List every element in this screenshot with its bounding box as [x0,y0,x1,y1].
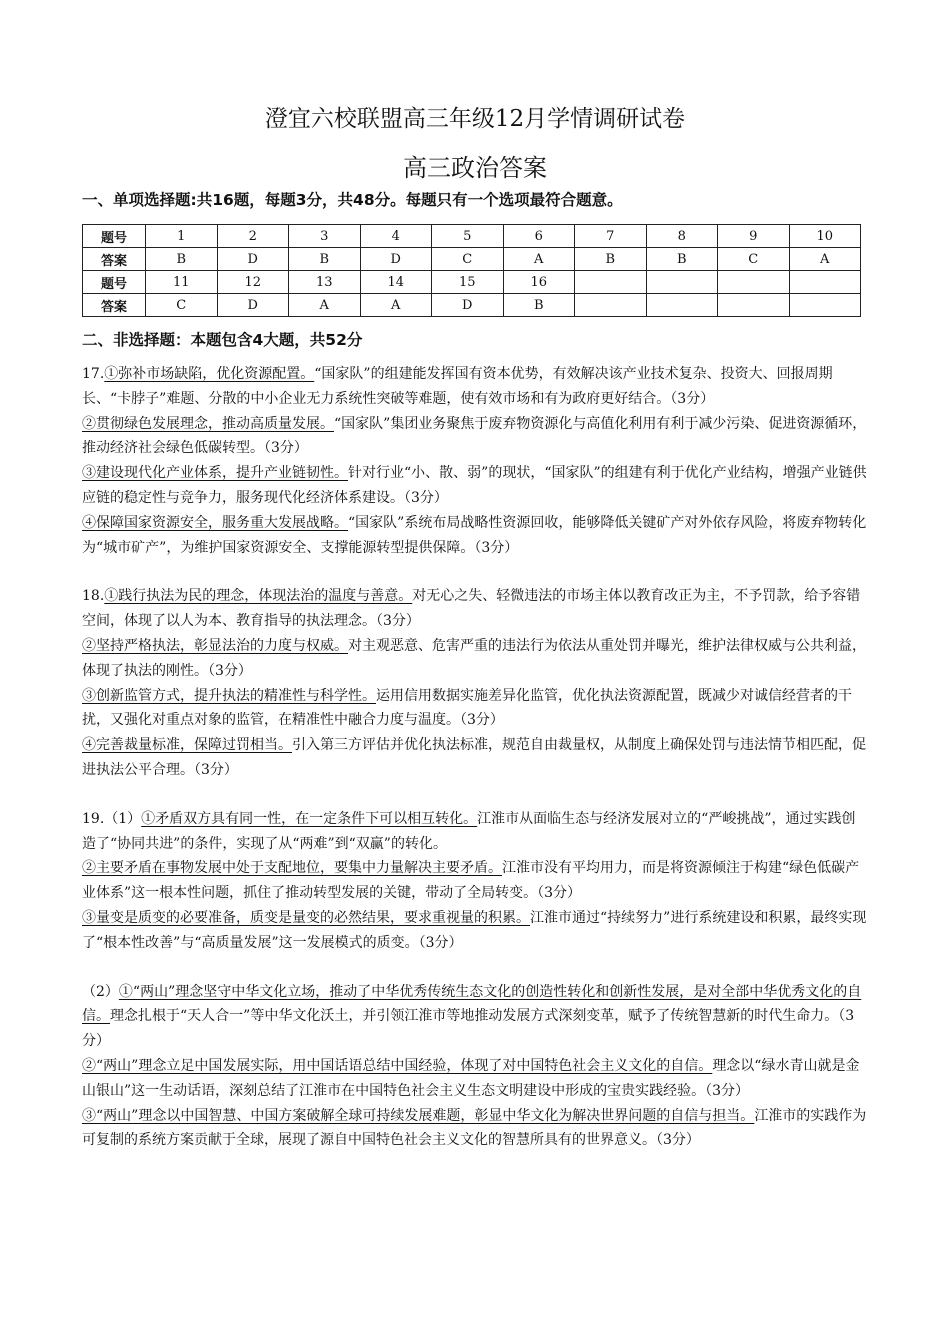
key-point: ①践行执法为民的理念，体现法治的温度与善意。 [104,588,413,605]
answer-point [82,733,867,783]
table-cell [646,271,718,294]
answer-point [82,1104,867,1154]
table-cell: 4 [360,225,432,248]
key-point: ①“两山”理念坚守中华文化立场，推动了中华优秀传统生态文化的创造性转化和创新性发展，是对全部中华优秀文化的自信。 [82,983,862,1025]
table-cell: 5 [432,225,504,248]
table-row [83,248,861,271]
answer-point [82,511,867,561]
table-cell: 2 [217,225,289,248]
answer-point [82,856,867,906]
table-cell: A [789,248,861,271]
table-cell: B [646,248,718,271]
explanation: 江淮市从面临生态与经济发展对立的“严峻挑战”，通过实践创造了“协同共进”的条件，实现了从“两难”到“双赢”的转化。 [82,810,856,852]
table-cell [646,294,718,317]
table-cell: D [360,248,432,271]
document-subtitle: 高三政治答案 [403,154,547,182]
section1-heading: 一、单项选择题:共16题，每题3分，共48分。每题只有一个选项最符合题意。 [82,191,623,209]
table-cell: C [146,294,218,317]
table-cell: D [432,294,504,317]
answer-point [82,980,867,1054]
table-cell: 12 [217,271,289,294]
answer-point [82,684,867,734]
key-point: ③量变是质变的必要准备，质变是量变的必然结果，要求重视量的积累。 [82,909,530,926]
key-point: ②贯彻绿色发展理念，推动高质量发展。 [82,415,334,432]
explanation: 理念扎根于“天人合一”等中华文化沃土，并引领江淮市等地推动发展方式深刻变革，赋予了传统智慧新的时代生命力。（3分） [82,1008,855,1050]
section2-heading: 二、非选择题：本题包含4大题，共52分 [82,331,363,349]
explanation: 针对行业“小、散、弱”的现状，“国家队”的组建有利于优化产业结构，增强产业链供应链的稳定性与竞争力，服务现代化经济体系建设。（3分） [82,465,867,506]
table-cell: B [146,248,218,271]
table-cell: 13 [289,271,361,294]
table-cell [789,294,861,317]
table-row [83,225,861,248]
table-cell: B [289,248,361,271]
question-19-part2 [82,980,867,1154]
table-cell: D [217,248,289,271]
table-cell: 14 [360,271,432,294]
row-label: 答案 [83,248,146,271]
answer-point [82,412,867,462]
key-point: ③建设现代化产业体系，提升产业链韧性。 [82,465,348,482]
table-cell: 6 [503,225,575,248]
answer-point [82,584,867,634]
table-cell: A [360,294,432,317]
key-point: ④保障国家资源安全，服务重大发展战略。 [82,514,348,531]
table-cell: D [217,294,289,317]
question-number: （2） [82,983,119,1000]
explanation: 江淮市的实践作为可复制的系统方案贡献于全球，展现了源自中国特色社会主义文化的智慧所具有的世界意义。（3分） [82,1107,867,1149]
table-cell [718,271,790,294]
document-title: 澄宜六校联盟高三年级12月学情调研试卷 [264,106,686,132]
answer-point [82,461,867,511]
key-point: ④完善裁量标准，保障过罚相当。 [82,737,292,754]
table-cell: 11 [146,271,218,294]
key-point: ②主要矛盾在事物发展中处于支配地位，要集中力量解决主要矛盾。 [82,860,502,877]
question-number: 19.（1） [82,810,142,827]
explanation: “国家队”系统布局战略性资源回收，能够降低关键矿产对外依存风险，将废弃物转化为“城市矿产”，为维护国家资源安全、支撑能源转型提供保障。（3分） [82,514,867,556]
question-18 [82,584,867,782]
table-cell [718,294,790,317]
table-cell: B [503,294,575,317]
row-label: 题号 [83,225,146,248]
table-cell: B [575,248,647,271]
key-point: ①矛盾双方具有同一性，在一定条件下可以相互转化。 [141,810,478,827]
table-cell: 8 [646,225,718,248]
table-cell: A [503,248,575,271]
answer-point [82,362,867,412]
question-number: 18. [82,588,105,605]
explanation: 江淮市没有平均用力，而是将资源倾注于构建“绿色低碳产业体系”这一根本性问题，抓住了推动转型发展的关键，带动了全局转变。（3分） [82,860,860,902]
table-cell [575,294,647,317]
answer-point [82,1054,867,1104]
key-point: ①弥补市场缺陷，优化资源配置。 [104,366,315,382]
answer-point [82,807,867,857]
table-cell: 1 [146,225,218,248]
key-point: ③创新监管方式，提升执法的精准性与科学性。 [82,687,376,704]
explanation: 理念以“绿水青山就是金山银山”这一生动话语，深刻总结了江淮市在中国特色社会主义生态文明建设中形成的宝贵实践经验。（3分） [82,1057,860,1099]
key-point: ②“两山”理念立足中国发展实际，用中国话语总结中国经验，体现了对中国特色社会主义文化的自信。 [82,1057,713,1074]
question-number: 17. [82,366,105,382]
table-cell: C [718,248,790,271]
answers-body [82,362,867,1153]
explanation: “国家队”集团业务聚焦于废弃物资源化与高值化利用有利于减少污染、促进资源循环，推动经济社会绿色低碳转型。（3分） [82,415,867,457]
table-cell: 16 [503,271,575,294]
explanation: 对无心之失、轻微违法的市场主体以教育改正为主，不予罚款，给予容错空间，体现了以人为本、教育指导的执法理念。（3分） [82,588,861,630]
table-row [83,271,861,294]
table-cell: C [432,248,504,271]
key-point: ③“两山”理念以中国智慧、中国方案破解全球可持续发展难题，彰显中华文化为解决世界问题的自信与担当。 [82,1107,755,1124]
table-cell [789,271,861,294]
answer-point [82,906,867,956]
table-cell: 3 [289,225,361,248]
answer-table [82,224,861,317]
question-19-part1 [82,807,867,956]
explanation: “国家队”的组建能发挥国有资本优势，有效解决该产业技术复杂、投资大、回报周期长、“卡脖子”难题、分散的中小企业无力系统性突破等难题，使有效市场和有为政府更好结合。（3分） [82,366,833,407]
row-label: 答案 [83,294,146,317]
table-cell: 7 [575,225,647,248]
table-cell: 9 [718,225,790,248]
explanation: 对主观恶意、危害严重的违法行为依法从重处罚并曝光，维护法律权威与公共利益，体现了执法的刚性。（3分） [82,637,866,679]
answer-point [82,634,867,684]
table-cell: A [289,294,361,317]
row-label: 题号 [83,271,146,294]
explanation: 江淮市通过“持续努力”进行系统建设和积累，最终实现了“根本性改善”与“高质量发展”这一发展模式的质变。（3分） [82,909,867,951]
table-row [83,294,861,317]
explanation: 引入第三方评估并优化执法标准，规范自由裁量权，从制度上确保处罚与违法情节相匹配，促进执法公平合理。（3分） [82,737,866,778]
table-cell: 15 [432,271,504,294]
explanation: 运用信用数据实施差异化监管，优化执法资源配置，既减少对诚信经营者的干扰，又强化对重点对象的监管，在精准性中融合力度与温度。（3分） [82,687,852,729]
key-point: ②坚持严格执法，彰显法治的力度与权威。 [82,637,348,654]
table-cell [575,271,647,294]
table-cell: 10 [789,225,861,248]
question-17 [82,362,867,560]
